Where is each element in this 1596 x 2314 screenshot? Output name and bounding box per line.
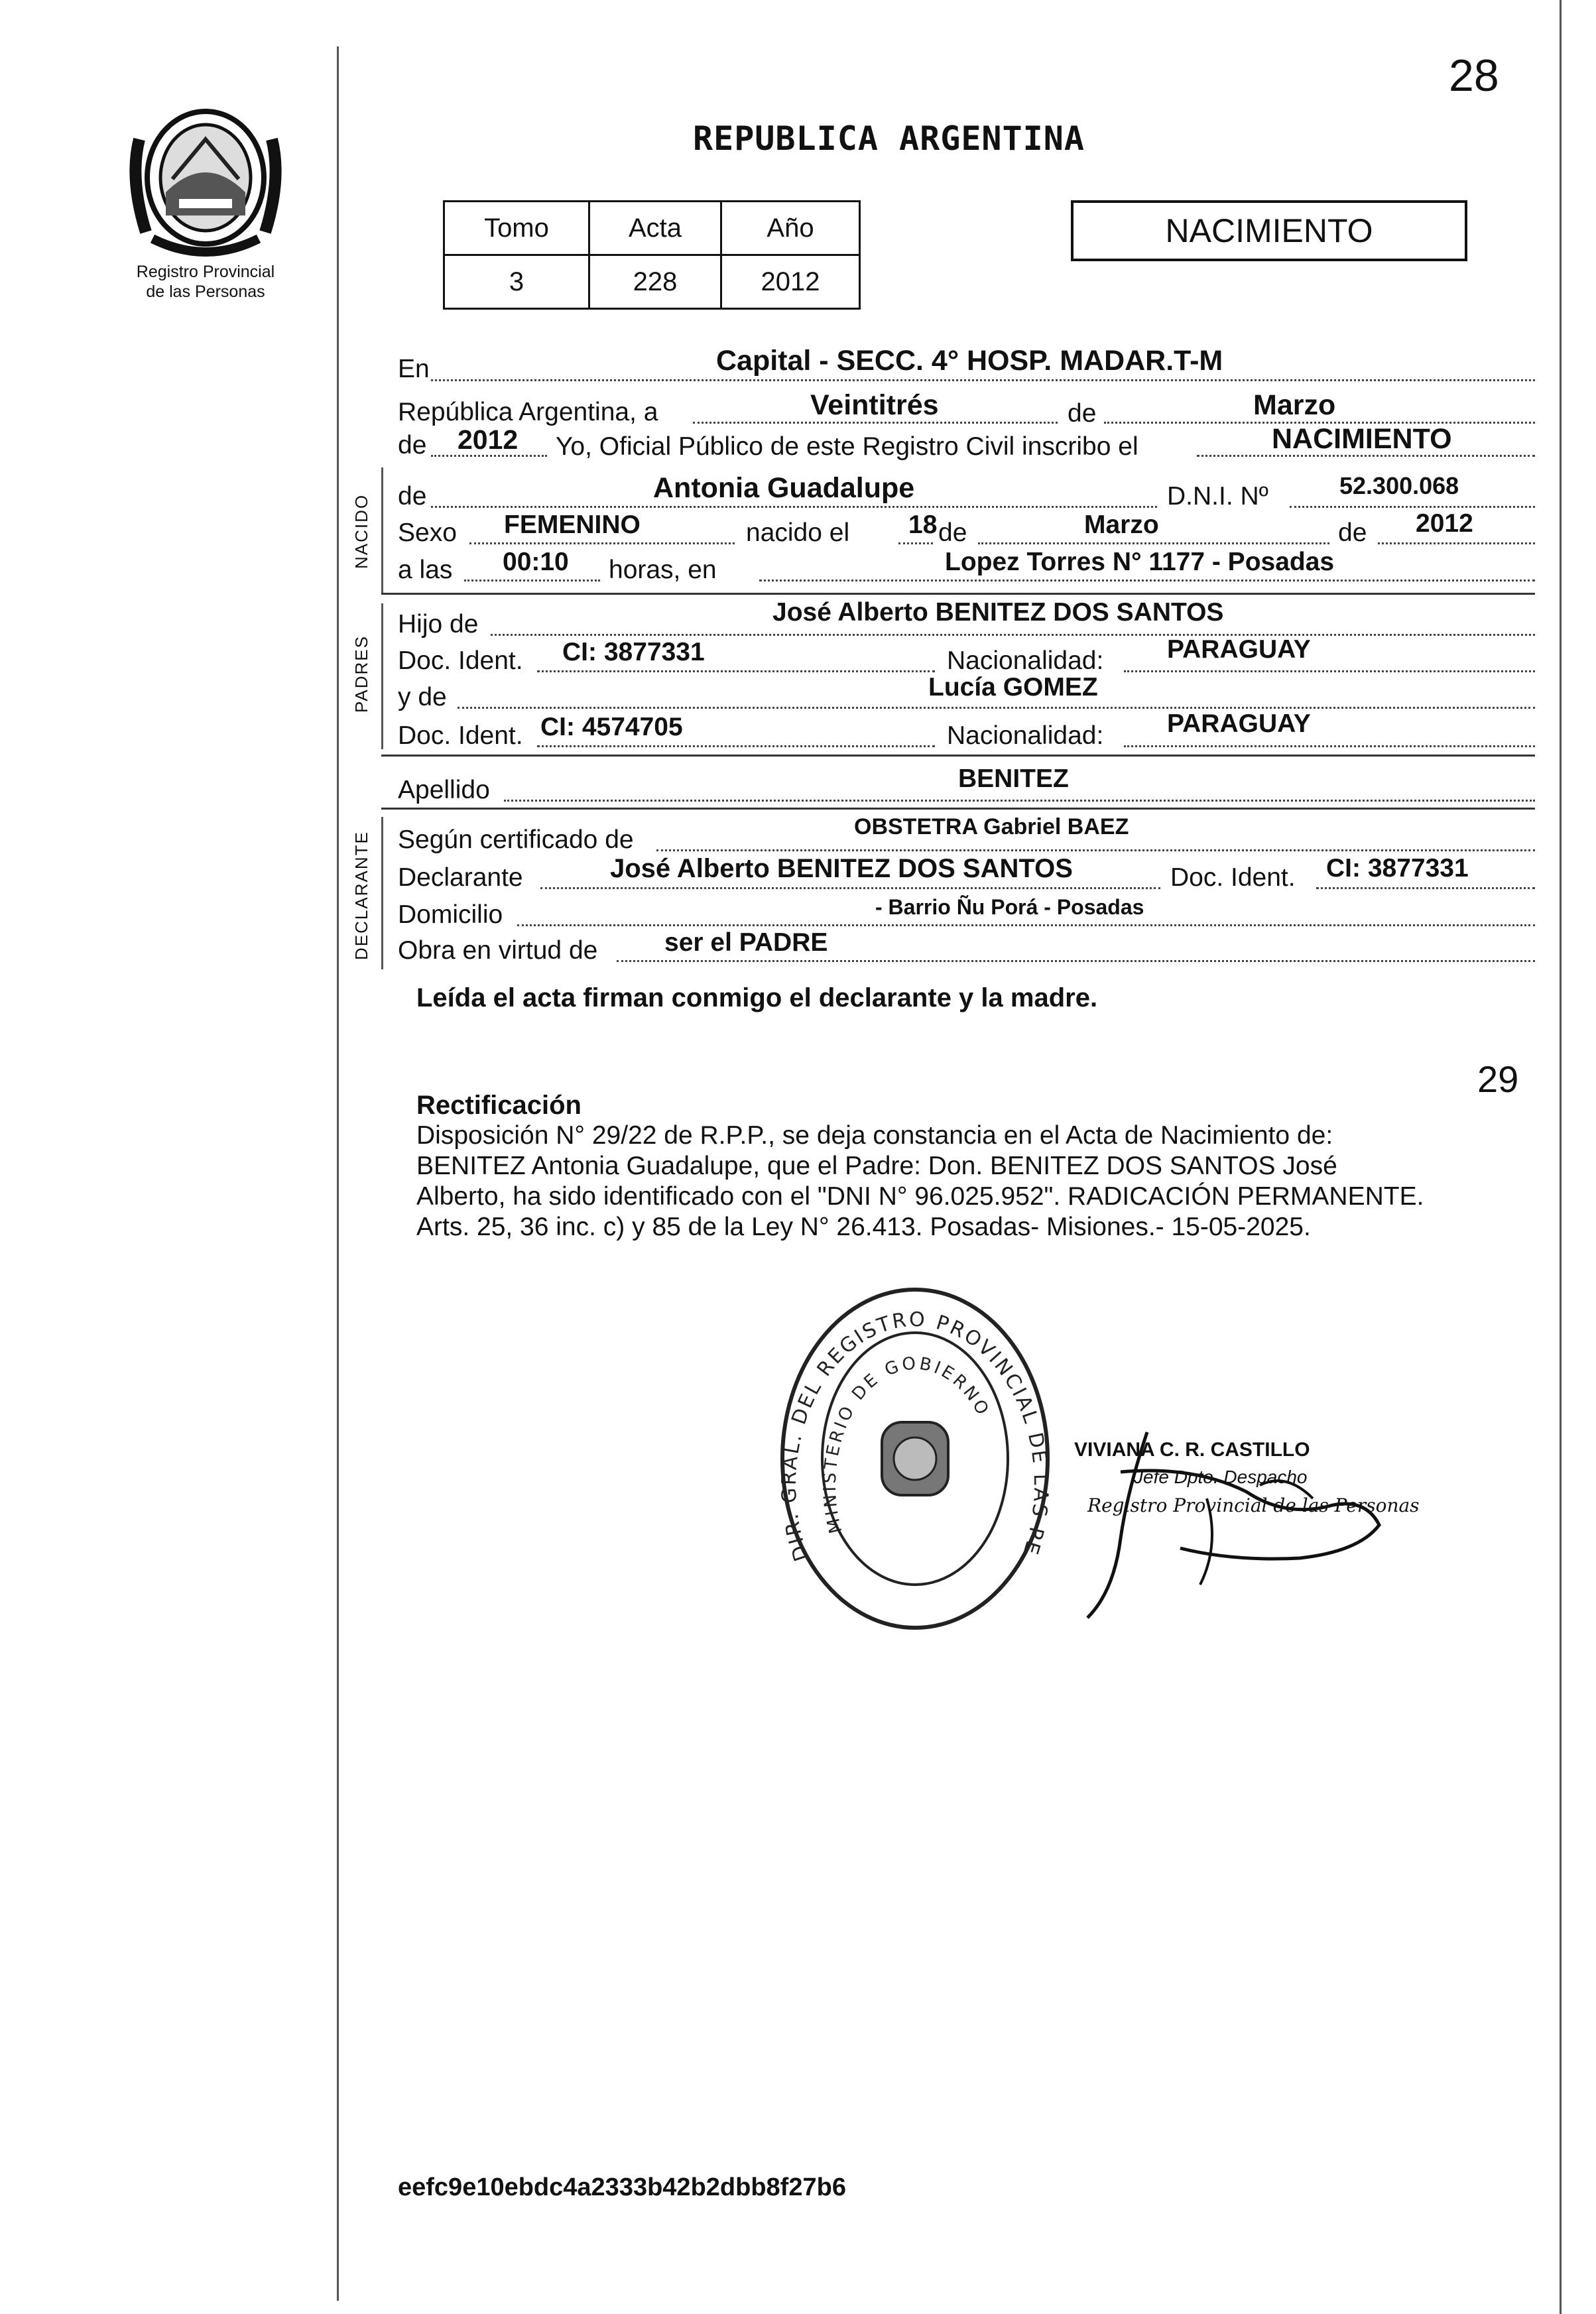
dni-dots (1290, 506, 1535, 508)
country-title: REPUBLICA ARGENTINA (693, 119, 1085, 158)
rectificacion-title: Rectificación (416, 1091, 582, 1120)
nacido-name-dots (431, 506, 1157, 508)
handwritten-signature (1048, 1392, 1419, 1631)
document-hash: eefc9e10ebdc4a2333b42b2dbb8f27b6 (398, 2173, 846, 2201)
rep-label: República Argentina, a (398, 398, 658, 426)
yde-label: y de (398, 683, 447, 711)
apellido-dots (504, 800, 1535, 802)
tomo-acta-anio-table (443, 200, 861, 310)
left-margin-line (337, 46, 339, 2301)
day-value: 18 (908, 511, 938, 539)
decl-doc-label: Doc. Ident. (1170, 863, 1296, 892)
official-round-stamp (769, 1280, 1061, 1638)
dni-value: 52.300.068 (1339, 472, 1459, 499)
declarante-section-label: DECLARANTE (351, 831, 371, 960)
decl-dots (540, 887, 1160, 889)
obra-label: Obra en virtud de (398, 936, 598, 965)
de1-label: de (1068, 399, 1097, 428)
divider-nacido (381, 593, 1535, 595)
father-nat-dots (1124, 670, 1535, 672)
stamp-inner-text: MINISTERIO DE GOBIERNO (820, 1353, 994, 1536)
mother-doc-label: Doc. Ident. (398, 721, 523, 750)
rect-line-4: Arts. 25, 36 inc. c) y 85 de la Ley N° 26.413. Posadas- Misiones.- 15-05-2025. (416, 1213, 1311, 1241)
alas-label: a las (398, 556, 453, 584)
signer-role: Jefe Dpto. Despacho (1134, 1467, 1308, 1487)
year-value: 2012 (458, 424, 519, 455)
leida-statement: Leída el acta firman conmigo el declarante y la madre. (416, 983, 1098, 1012)
hijo-label: Hijo de (398, 610, 479, 639)
cert-dots (656, 849, 1535, 851)
act-type: NACIMIENTO (1165, 212, 1373, 249)
header-acta: Acta (589, 202, 721, 255)
page-number-mid: 29 (1477, 1058, 1519, 1100)
mother-doc-dots (537, 745, 935, 747)
registry-label-line1: Registro Provincial (136, 263, 275, 281)
rep-value: Veintitrés (810, 389, 939, 421)
cert-label: Según certificado de (398, 825, 634, 854)
time-dots (464, 579, 600, 581)
padres-bracket (381, 603, 383, 749)
father-doc: CI: 3877331 (562, 638, 705, 666)
de2-label: de (398, 431, 427, 459)
sexo-value: FEMENINO (504, 511, 641, 539)
father-nat-label: Nacionalidad: (947, 646, 1104, 675)
decl-label: Declarante (398, 863, 523, 892)
obra-dots (617, 960, 1535, 962)
nyear-dots (1378, 542, 1535, 544)
inscribo-label: Yo, Oficial Público de este Registro Civil inscribo el (556, 432, 1138, 461)
father-name: José Alberto BENITEZ DOS SANTOS (772, 598, 1224, 627)
father-dots (491, 634, 1535, 636)
decl-value: José Alberto BENITEZ DOS SANTOS (610, 854, 1073, 883)
rect-line-2: BENITEZ Antonia Guadalupe, que el Padre: Don. BENITEZ DOS SANTOS José (416, 1152, 1337, 1180)
stamp-outer-text: DIR. GRAL. DEL REGISTRO PROVINCIAL DE LAS PE (777, 1308, 1053, 1564)
signer-name: VIVIANA C. R. CASTILLO (1074, 1439, 1310, 1461)
registry-label-line2: de las Personas (146, 282, 265, 301)
value-anio: 2012 (721, 255, 859, 309)
mother-nat-label: Nacionalidad: (947, 721, 1104, 750)
nacido-name: Antonia Guadalupe (653, 472, 915, 504)
nacido-de-label2: de (938, 518, 967, 547)
padres-section-label: PADRES (351, 635, 371, 713)
inscribo-value: NACIMIENTO (1272, 423, 1452, 455)
apellido-value: BENITEZ (958, 764, 1069, 793)
mother-name: Lucía GOMEZ (928, 673, 1098, 701)
dom-dots (517, 924, 1535, 926)
rect-line-3: Alberto, ha sido identificado con el "DNI N° 96.025.952". RADICACIÓN PERMANENTE. (416, 1182, 1424, 1211)
nacido-el-label: nacido el (746, 518, 850, 547)
obra-value: ser el PADRE (664, 928, 828, 957)
father-doc-dots (537, 670, 935, 672)
place-dots (759, 579, 1535, 581)
decl-doc-value: CI: 3877331 (1326, 854, 1469, 883)
divider-padres (381, 755, 1535, 757)
month-value: Marzo (1084, 511, 1159, 539)
apellido-label: Apellido (398, 776, 490, 804)
dni-label: D.N.I. Nº (1167, 482, 1268, 511)
de1-value: Marzo (1253, 389, 1336, 421)
cert-value: OBSTETRA Gabriel BAEZ (854, 814, 1129, 839)
act-type-box (1071, 200, 1467, 261)
signer-registry: Registro Provincial de las Personas (1087, 1494, 1420, 1516)
divider-apellido (381, 808, 1535, 810)
header-tomo: Tomo (444, 202, 589, 255)
declarante-bracket (381, 817, 383, 969)
decl-doc-dots (1316, 887, 1535, 889)
sexo-dots (469, 542, 735, 544)
dom-value: - Barrio Ñu Porá - Posadas (875, 895, 1144, 919)
en-dots (431, 379, 1535, 381)
nacido-year: 2012 (1416, 509, 1473, 538)
rectificacion-body (416, 1121, 1537, 1243)
mother-dots (458, 707, 1535, 709)
horas-label: horas, en (609, 556, 717, 584)
place-value: Lopez Torres N° 1177 - Posadas (945, 548, 1335, 576)
mother-doc: CI: 4574705 (540, 713, 683, 741)
right-margin-line (1560, 0, 1562, 2314)
rep-dots (693, 422, 1058, 424)
en-label: En (398, 355, 430, 383)
province-seal-logo (126, 99, 285, 265)
day-dots (898, 542, 933, 544)
nacido-bracket (381, 467, 383, 593)
rect-line-1: Disposición N° 29/22 de R.P.P., se deja constancia en el Acta de Nacimiento de: (416, 1121, 1333, 1150)
page-number-top: 28 (1449, 50, 1499, 101)
header-anio: Año (721, 202, 859, 255)
dom-label: Domicilio (398, 900, 503, 929)
father-doc-label: Doc. Ident. (398, 646, 523, 675)
nacido-de-label3: de (1338, 518, 1367, 547)
value-tomo: 3 (444, 255, 589, 309)
en-value: Capital - SECC. 4° HOSP. MADAR.T-M (716, 345, 1223, 377)
time-value: 00:10 (503, 548, 569, 576)
nacido-de-label: de (398, 482, 427, 511)
father-nat: PARAGUAY (1167, 635, 1311, 664)
mother-nat-dots (1124, 745, 1535, 747)
nacido-section-label: NACIDO (351, 493, 371, 569)
month-dots (978, 542, 1329, 544)
mother-nat: PARAGUAY (1167, 709, 1311, 738)
sexo-label: Sexo (398, 518, 457, 547)
value-acta: 228 (589, 255, 721, 309)
